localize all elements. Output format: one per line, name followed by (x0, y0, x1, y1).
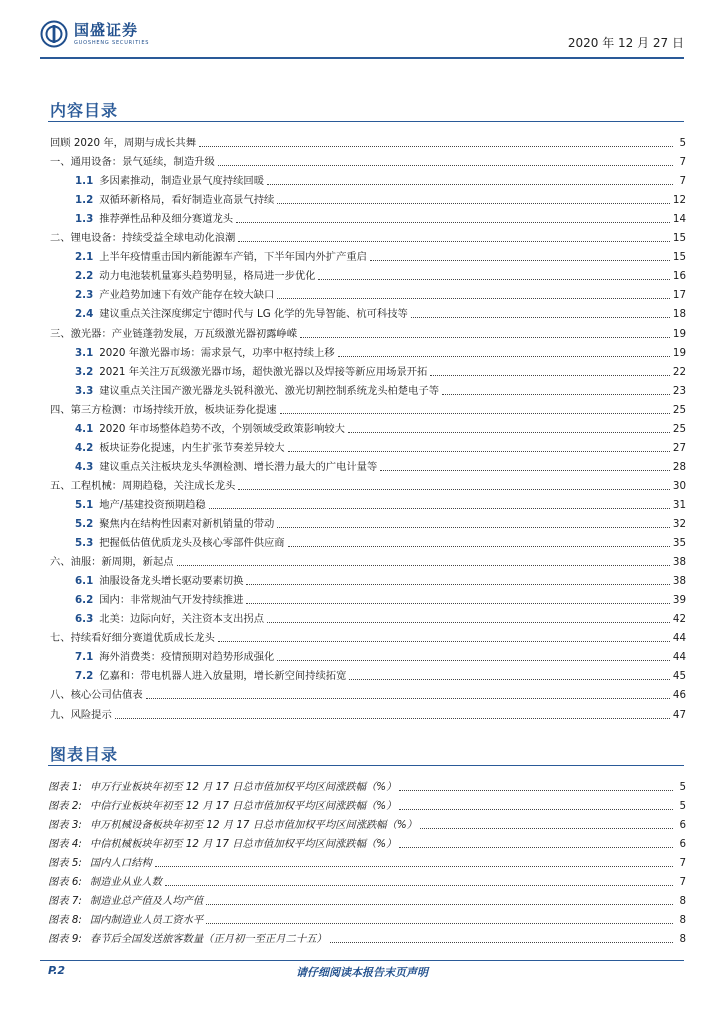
guosheng-logo-icon (40, 20, 68, 48)
toc-item-title: 一、通用设备：景气延续，制造升级 (50, 156, 215, 169)
toc-item-title: 2021 年关注万瓦级激光器市场，超快激光器以及焊接等新应用场景开拓 (99, 365, 428, 378)
figure-page: 5 (679, 781, 686, 793)
toc-item-title: 海外消费类：疫情预期对趋势形成强化 (99, 651, 275, 664)
toc-item-title: 亿嘉和：带电机器人进入放量期，增长新空间持续拓宽 (99, 670, 347, 683)
toc-item-number: 2.1 (75, 251, 94, 264)
toc-item-number: 5.3 (75, 537, 94, 550)
toc-item-title: 回顾 2020 年，周期与成长共舞 (50, 137, 197, 149)
toc-section-item[interactable] (50, 683, 686, 702)
figures-title: 图表目录 (50, 745, 119, 764)
toc-dot-leader (349, 679, 670, 680)
toc-dot-leader (348, 432, 670, 433)
figure-caption: 中信行业板块年初至 12 月 17 日总市值加权平均区间涨跌幅（%） (89, 800, 397, 813)
toc-item-page: 18 (672, 308, 686, 321)
toc-item-title: 北美：边际向好，关注资本支出拐点 (99, 613, 264, 626)
toc-item-page: 44 (672, 632, 686, 645)
toc-item-number: 2.4 (75, 308, 94, 321)
toc-item-page: 44 (672, 651, 686, 664)
toc-dot-leader (288, 546, 670, 547)
toc-item-page: 25 (672, 403, 686, 416)
figure-caption: 国内人口结构 (89, 857, 152, 870)
toc-subsection-item[interactable] (75, 341, 686, 360)
toc-subsection-item[interactable] (75, 360, 686, 379)
figure-page: 8 (679, 895, 686, 908)
figure-page: 6 (679, 838, 686, 851)
toc-subsection-item[interactable] (75, 264, 686, 283)
toc-dot-leader (146, 698, 670, 699)
toc-dot-leader (246, 584, 669, 585)
figures-title-divider (48, 765, 684, 766)
toc-item-title: 双循环新格局，看好制造业高景气持续 (99, 194, 275, 207)
toc-item-number: 7.2 (75, 670, 94, 683)
figure-label: 图表 2: (48, 800, 82, 813)
toc-dot-leader (370, 260, 670, 261)
toc-subsection-item[interactable] (75, 245, 686, 264)
toc-item-number: 5.1 (75, 498, 94, 511)
toc-title-divider (48, 121, 684, 122)
toc-item-title: 板块证券化提速，内生扩张节奏差异较大 (99, 441, 285, 454)
toc-section-item[interactable] (50, 131, 686, 150)
toc-subsection-item[interactable] (75, 169, 686, 188)
figure-list-item[interactable] (48, 870, 686, 889)
toc-item-page: 38 (672, 575, 686, 588)
toc-item-number: 3.1 (75, 346, 94, 359)
toc-item-number: 1.1 (75, 175, 94, 188)
figure-list-item[interactable] (48, 775, 686, 794)
toc-item-title: 产业趋势加速下有效产能存在较大缺口 (99, 289, 275, 302)
toc-item-title: 建议重点关注板块龙头华测检测、增长潜力最大的广电计量等 (99, 460, 378, 473)
figure-page: 8 (679, 933, 686, 946)
toc-item-title: 多因素推动，制造业景气度持续回暖 (99, 175, 264, 188)
toc-item-page: 28 (672, 460, 686, 473)
figure-dot-leader (206, 923, 673, 924)
figure-label: 图表 7: (48, 895, 82, 908)
page-header (40, 20, 684, 56)
toc-item-number: 3.2 (75, 365, 94, 378)
toc-dot-leader (318, 279, 669, 280)
toc-item-page: 22 (672, 365, 686, 378)
toc-item-number: 6.2 (75, 594, 94, 607)
toc-item-page: 47 (672, 708, 686, 721)
figure-caption: 中信机械板块年初至 12 月 17 日总市值加权平均区间涨跌幅（%） (89, 838, 397, 851)
toc-item-title: 推荐弹性品种及细分赛道龙头 (99, 213, 234, 226)
figure-dot-leader (399, 809, 673, 810)
toc-dot-leader (246, 603, 669, 604)
toc-item-page: 15 (672, 251, 686, 264)
toc-dot-leader (199, 146, 673, 147)
figure-page: 7 (679, 876, 686, 889)
toc-item-title: 五、工程机械：周期趋稳，关注成长龙头 (50, 479, 236, 492)
figure-page: 8 (679, 914, 686, 927)
toc-item-page: 7 (679, 175, 686, 188)
toc-dot-leader (267, 184, 673, 185)
figure-label: 图表 8: (48, 914, 82, 927)
figure-caption: 制造业总产值及人均产值 (89, 895, 204, 908)
toc-item-title: 2020 年激光器市场：需求景气，功率中枢持续上移 (99, 346, 335, 359)
figure-dot-leader (399, 790, 673, 791)
figure-label: 图表 3: (48, 819, 82, 832)
toc-dot-leader (288, 451, 670, 452)
toc-dot-leader (277, 660, 670, 661)
toc-item-title: 四、第三方检测：市场持续开放，板块证券化提速 (50, 403, 277, 416)
toc-item-page: 45 (672, 670, 686, 683)
toc-subsection-item[interactable] (75, 417, 686, 436)
figure-list-item[interactable] (48, 851, 686, 870)
company-logo (40, 20, 149, 48)
toc-item-page: 31 (672, 498, 686, 511)
toc-item-page: 12 (672, 194, 686, 207)
toc-item-title: 2020 年市场整体趋势不改，个别领域受政策影响较大 (99, 422, 345, 435)
toc-dot-leader (277, 203, 670, 204)
toc-subsection-item[interactable] (75, 379, 686, 398)
toc-item-number: 5.2 (75, 518, 94, 530)
toc-item-page: 23 (672, 384, 686, 397)
toc-item-page: 39 (672, 594, 686, 607)
toc-subsection-item[interactable] (75, 531, 686, 550)
figure-list-item[interactable] (48, 813, 686, 832)
toc-dot-leader (280, 413, 670, 414)
toc-dot-leader (442, 394, 670, 395)
figure-caption: 国内制造业人员工资水平 (89, 914, 204, 927)
toc-item-number: 2.3 (75, 289, 94, 302)
toc-item-title: 国内：非常规油气开发持续推进 (99, 594, 244, 607)
toc-item-title: 地产/基建投资预期趋稳 (99, 498, 206, 511)
toc-dot-leader (380, 470, 670, 471)
logo-english-name: GUOSHENG SECURITIES (74, 39, 150, 46)
toc-item-title: 建议重点关注深度绑定宁德时代与 LG 化学的先导智能、杭可科技等 (99, 308, 408, 321)
toc-item-page: 27 (672, 441, 686, 454)
toc-dot-leader (338, 356, 670, 357)
toc-dot-leader (267, 622, 670, 623)
toc-item-number: 7.1 (75, 651, 94, 664)
toc-item-page: 19 (672, 327, 686, 340)
figure-dot-leader (420, 828, 673, 829)
toc-item-number: 4.3 (75, 460, 94, 473)
figure-list-item[interactable] (48, 889, 686, 908)
toc-item-page: 5 (679, 137, 686, 149)
logo-chinese-name: 国盛证券 (74, 20, 139, 39)
toc-item-title: 上半年疫情重击国内新能源车产销，下半年国内外扩产重启 (99, 251, 367, 264)
toc-item-number: 2.2 (75, 270, 94, 283)
toc-item-page: 25 (672, 422, 686, 435)
figure-page: 7 (679, 857, 686, 870)
toc-dot-leader (218, 165, 673, 166)
toc-dot-leader (277, 527, 670, 528)
figure-list-item[interactable] (48, 832, 686, 851)
footer-divider (40, 960, 684, 961)
figure-dot-leader (165, 885, 673, 886)
figure-dot-leader (330, 942, 673, 943)
toc-dot-leader (277, 298, 670, 299)
toc-subsection-item[interactable] (75, 664, 686, 683)
toc-subsection-item[interactable] (75, 588, 686, 607)
figure-caption: 申万行业板块年初至 12 月 17 日总市值加权平均区间涨跌幅（%） (89, 781, 397, 793)
toc-item-title: 动力电池装机量寡头趋势明显，格局进一步优化 (99, 270, 316, 283)
toc-item-title: 九、风险提示 (50, 708, 112, 721)
toc-dot-leader (411, 317, 670, 318)
toc-section-item[interactable] (50, 150, 686, 169)
toc-section-item[interactable] (50, 322, 686, 341)
figure-label: 图表 4: (48, 838, 82, 851)
toc-dot-leader (115, 718, 670, 719)
figure-list-item[interactable] (48, 927, 686, 946)
toc-item-title: 油服设备龙头增长驱动要素切换 (99, 575, 244, 588)
toc-item-page: 14 (672, 213, 686, 226)
toc-item-page: 35 (672, 537, 686, 550)
toc-item-title: 二、锂电设备：持续受益全球电动化浪潮 (50, 232, 236, 245)
figure-label: 图表 1: (48, 781, 82, 793)
toc-dot-leader (209, 508, 670, 509)
toc-item-page: 46 (672, 689, 686, 702)
toc-section-item[interactable] (50, 703, 686, 722)
report-date: 2020 年 12 月 27 日 (567, 36, 684, 50)
toc-section-item[interactable] (50, 474, 686, 493)
toc-dot-leader (300, 337, 670, 338)
figure-list-item[interactable] (48, 908, 686, 927)
toc-subsection-item[interactable] (75, 569, 686, 588)
figure-label: 图表 6: (48, 876, 82, 889)
toc-subsection-item[interactable] (75, 493, 686, 512)
toc-section-item[interactable] (50, 226, 686, 245)
figure-page: 5 (679, 800, 686, 813)
toc-section-item[interactable] (50, 550, 686, 569)
toc-subsection-item[interactable] (75, 607, 686, 626)
toc-item-title: 三、激光器：产业链蓬勃发展，万瓦级激光器初露峥嵘 (50, 327, 298, 340)
toc-subsection-item[interactable] (75, 455, 686, 474)
toc-subsection-item[interactable] (75, 436, 686, 455)
toc-item-title: 八、核心公司估值表 (50, 689, 143, 702)
figure-label: 图表 5: (48, 857, 82, 870)
toc-dot-leader (218, 641, 670, 642)
toc-item-page: 16 (672, 270, 686, 283)
toc-section-item[interactable] (50, 398, 686, 417)
toc-item-title: 六、油服：新周期，新起点 (50, 556, 174, 569)
toc-subsection-item[interactable] (75, 512, 686, 531)
toc-subsection-item[interactable] (75, 283, 686, 302)
toc-item-number: 6.1 (75, 575, 94, 588)
toc-dot-leader (236, 222, 670, 223)
toc-item-number: 1.3 (75, 213, 94, 226)
toc-subsection-item[interactable] (75, 207, 686, 226)
toc-dot-leader (238, 241, 670, 242)
toc-dot-leader (430, 375, 670, 376)
toc-item-page: 38 (672, 556, 686, 569)
figure-dot-leader (206, 904, 673, 905)
figure-dot-leader (155, 866, 673, 867)
toc-item-title: 聚焦内在结构性因素对新机销量的带动 (99, 518, 275, 530)
toc-item-number: 6.3 (75, 613, 94, 626)
toc-title: 内容目录 (50, 101, 119, 120)
toc-item-page: 7 (679, 156, 686, 169)
figure-page: 6 (679, 819, 686, 832)
toc-subsection-item[interactable] (75, 302, 686, 321)
header-divider (40, 57, 684, 59)
figure-caption: 制造业从业人数 (89, 876, 162, 889)
figure-caption: 申万机械设备板块年初至 12 月 17 日总市值加权平均区间涨跌幅（%） (89, 819, 417, 832)
toc-item-title: 七、持续看好细分赛道优质成长龙头 (50, 632, 215, 645)
page-number: P.2 (48, 964, 66, 977)
figure-dot-leader (399, 847, 673, 848)
toc-item-number: 4.1 (75, 422, 94, 435)
toc-subsection-item[interactable] (75, 645, 686, 664)
toc-dot-leader (177, 565, 670, 566)
toc-item-page: 19 (672, 346, 686, 359)
toc-item-page: 15 (672, 232, 686, 245)
toc-subsection-item[interactable] (75, 188, 686, 207)
toc-dot-leader (238, 489, 670, 490)
figure-caption: 春节后全国发送旅客数量（正月初一至正月二十五） (89, 933, 327, 946)
toc-item-number: 1.2 (75, 194, 94, 207)
toc-item-page: 42 (672, 613, 686, 626)
toc-item-page: 32 (672, 518, 686, 530)
toc-item-page: 30 (672, 479, 686, 492)
toc-item-title: 把握低估值优质龙头及核心零部件供应商 (99, 537, 285, 550)
footer-disclaimer: 请仔细阅读本报告末页声明 (296, 966, 428, 979)
toc-item-number: 4.2 (75, 441, 94, 454)
toc-item-title: 建议重点关注国产激光器龙头锐科激光、激光切割控制系统龙头柏楚电子等 (99, 384, 440, 397)
figure-label: 图表 9: (48, 933, 82, 946)
toc-section-item[interactable] (50, 626, 686, 645)
toc-item-number: 3.3 (75, 384, 94, 397)
toc-item-page: 17 (672, 289, 686, 302)
figure-list-item[interactable] (48, 794, 686, 813)
